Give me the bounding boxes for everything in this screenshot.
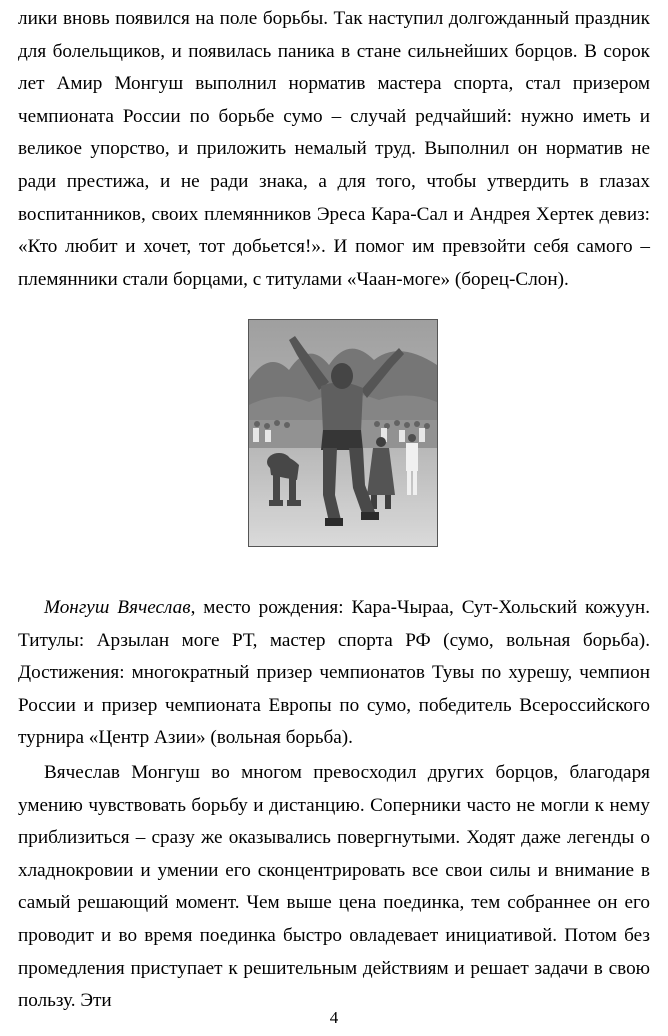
book-page (18, 0, 650, 1036)
paragraph-body: Вячеслав Монгуш во многом превосходил других борцов, благодаря умению чувствовать борьбу и дистанцию. Соперники часто не могли к нему приблизиться – сразу же оказывались повергнутыми. Ходят даже легенды о хладнокровии и умении его сконцентрировать все свои силы и внимание в самый решающий момент. Чем выше цена поединка, тем собраннее он его проводит и во время поединка быстро овладевает инициативой. Потом без промедления приступает к решительным действиям и решает задачи в свою пользу. Эти (18, 762, 650, 1012)
caption-paragraph (18, 592, 650, 755)
paragraph-intro: лики вновь появился на поле борьбы. Так наступил долгожданный праздник для болельщиков, и появилась паника в стане сильнейших борцов. В сорок лет Амир Монгуш выполнил норматив мастера спорта, стал призером чемпионата России по борьбе сумо – случай редчайший: нужно иметь и великое упорство, и приложить немалый труд. Выполнил он норматив не ради престижа, и не ради знака, а для того, чтобы утвердить в глазах воспитанников, своих племянников Эреса Кара-Сал и Андрея Хертек девиз: «Кто любит и хочет, тот добьется!». И помог им превзойти себя самого – племянники стали борцами, с титулами «Чаан-моге» (борец-Слон). (18, 8, 650, 290)
caption-details: , место рождения: Кара-Чыраа, Сут-Хольский кожуун. Титулы: Арзылан моге РТ, мастер спорта РФ (сумо, вольная борьба). Достижения: многократный призер чемпионатов Тувы по хурешу, чемпион России и призер чемпионата Европы по сумо, победитель Всероссийского турнира «Центр Азии» (вольная борьба). (18, 597, 650, 749)
wrestler-name: Монгуш Вячеслав (44, 597, 191, 618)
page-number: 4 (329, 1008, 339, 1027)
wrestler-photo (248, 319, 438, 547)
